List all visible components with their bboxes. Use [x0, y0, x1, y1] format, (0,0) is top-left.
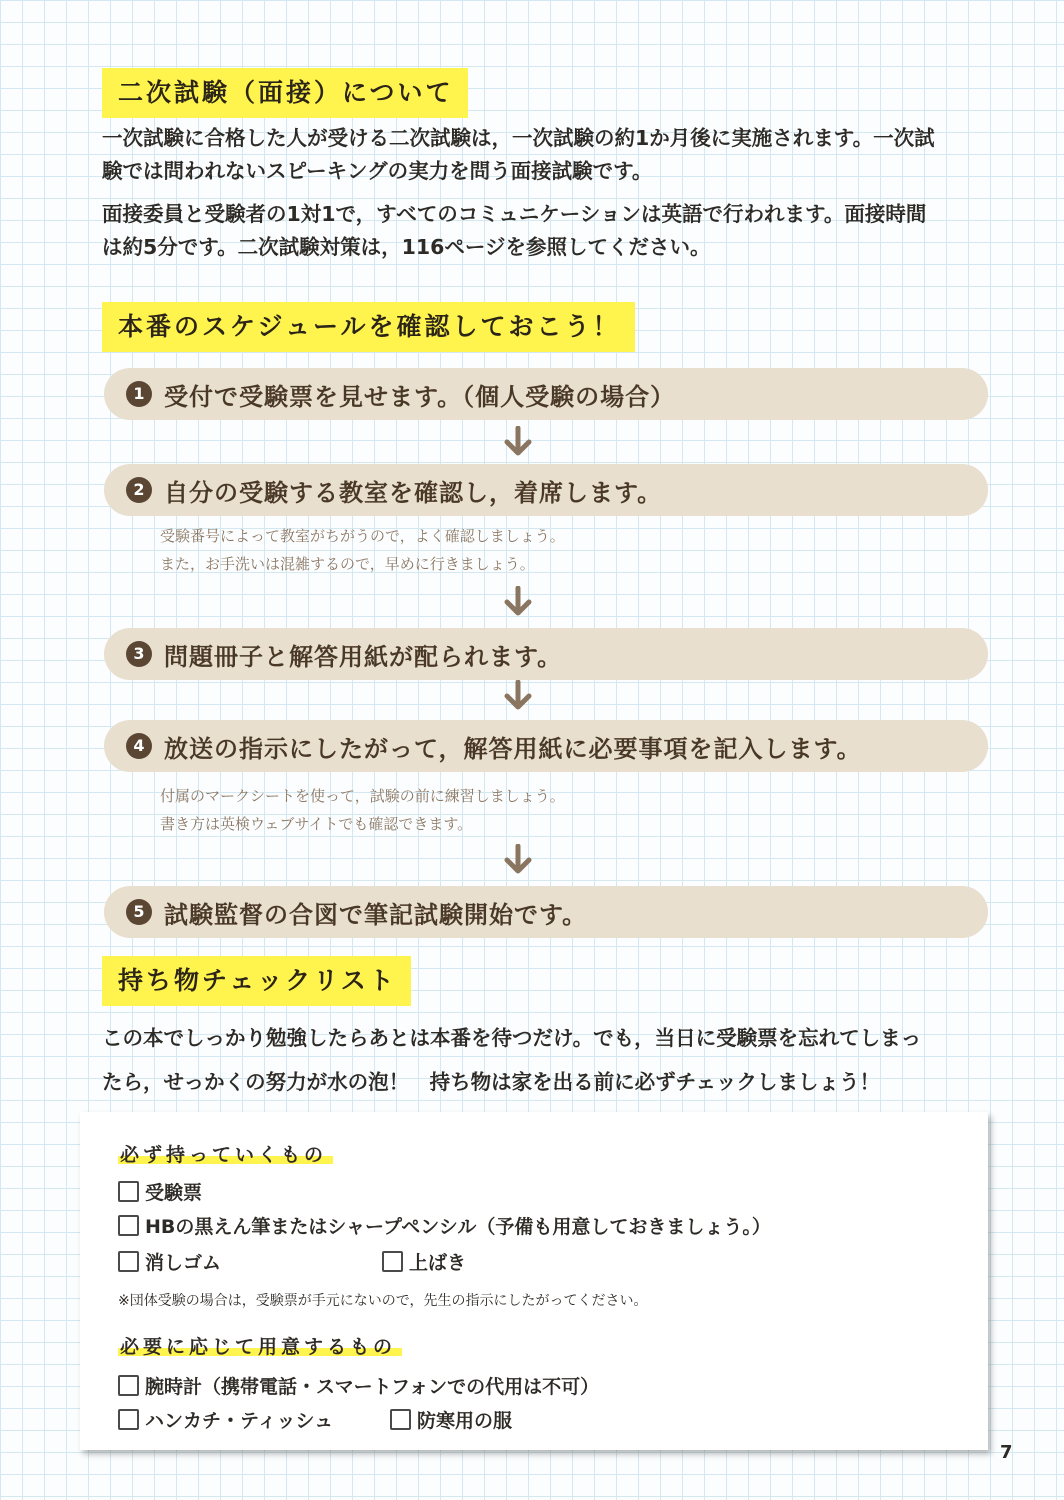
checklist-item-label: 上ばき [409, 1252, 467, 1274]
section-heading-interview: 二次試験（面接）について [102, 68, 468, 118]
down-arrow-icon [503, 426, 533, 456]
checkbox[interactable] [118, 1251, 139, 1272]
group-exam-note: ※団体受験の場合は，受験票が手元にないので，先生の指示にしたがってください。 [118, 1293, 648, 1309]
required-items-heading: 必ず持っていくもの [118, 1140, 333, 1167]
checklist-item[interactable] [390, 1406, 512, 1433]
down-arrow-icon [503, 586, 533, 616]
text-line: 面接委員と受験者の1対1で，すべてのコミュニケーションは英語で行われます。面接時間 [102, 202, 927, 226]
checklist-item-label: HBの黒えん筆またはシャープペンシル（予備も用意しておきましょう。） [145, 1216, 771, 1238]
checklist-paragraph [102, 1016, 992, 1104]
checklist-item[interactable] [118, 1248, 221, 1275]
down-arrow-icon [503, 844, 533, 874]
down-arrow-icon [503, 680, 533, 710]
text-line: は約5分です。二次試験対策は，116ページを参照してください。 [102, 235, 711, 259]
optional-items-heading: 必要に応じて用意するもの [118, 1332, 402, 1359]
checklist-item-label: 腕時計（携帯電話・スマートフォンでの代用は不可） [145, 1376, 600, 1398]
schedule-step-2 [104, 464, 988, 516]
step-text: 放送の指示にしたがって，解答用紙に必要事項を記入します。 [164, 734, 862, 763]
checkbox[interactable] [118, 1181, 139, 1202]
checklist-item[interactable] [118, 1212, 771, 1239]
checkbox[interactable] [118, 1215, 139, 1236]
checkbox[interactable] [118, 1409, 139, 1430]
text-line: たら，せっかくの努力が水の泡！ 持ち物は家を出る前に必ずチェックしましょう！ [102, 1070, 880, 1094]
note-line: 受験番号によって教室がちがうので，よく確認しましょう。 [160, 527, 565, 545]
checklist-item-label: 受験票 [145, 1182, 203, 1204]
schedule-step-5 [104, 886, 988, 938]
checkbox[interactable] [118, 1375, 139, 1396]
step-text: 試験監督の合図で筆記試験開始です。 [164, 900, 588, 929]
text-line: 一次試験に合格した人が受ける二次試験は，一次試験の約1か月後に実施されます。一次試 [102, 126, 935, 150]
step-text: 自分の受験する教室を確認し，着席します。 [164, 478, 663, 507]
checklist-item[interactable] [118, 1372, 599, 1399]
checklist-item[interactable] [118, 1406, 333, 1433]
step-text: 受付で受験票を見せます。（個人受験の場合） [164, 382, 676, 411]
note-line: また，お手洗いは混雑するので，早めに行きましょう。 [160, 555, 535, 573]
step-number-badge: 2 [126, 477, 152, 503]
interview-paragraph [102, 122, 992, 264]
checklist-item-label: 防寒用の服 [417, 1410, 513, 1432]
checkbox[interactable] [382, 1251, 403, 1272]
checkbox[interactable] [390, 1409, 411, 1430]
text-line: 験では問われないスピーキングの実力を問う面接試験です。 [102, 159, 653, 183]
step-2-note [160, 522, 565, 578]
step-text: 問題冊子と解答用紙が配られます。 [164, 642, 563, 671]
step-number-badge: 4 [126, 733, 152, 759]
schedule-step-4 [104, 720, 988, 772]
schedule-step-3 [104, 628, 988, 680]
page-number: 7 [1000, 1442, 1013, 1463]
step-number-badge: 3 [126, 641, 152, 667]
checklist-item[interactable] [382, 1248, 466, 1275]
checklist-item-label: ハンカチ・ティッシュ [145, 1410, 334, 1432]
text-line: この本でしっかり勉強したらあとは本番を待つだけ。でも，当日に受験票を忘れてしまっ [102, 1026, 922, 1050]
step-4-note [160, 782, 565, 838]
step-number-badge: 5 [126, 899, 152, 925]
checklist-item-label: 消しゴム [145, 1252, 222, 1274]
note-line: 書き方は英検ウェブサイトでも確認できます。 [160, 815, 473, 833]
note-line: 付属のマークシートを使って，試験の前に練習しましょう。 [160, 787, 565, 805]
section-heading-checklist: 持ち物チェックリスト [102, 956, 411, 1006]
section-heading-schedule: 本番のスケジュールを確認しておこう！ [102, 302, 635, 352]
checklist-item[interactable] [118, 1178, 202, 1205]
schedule-step-1 [104, 368, 988, 420]
step-number-badge: 1 [126, 381, 152, 407]
